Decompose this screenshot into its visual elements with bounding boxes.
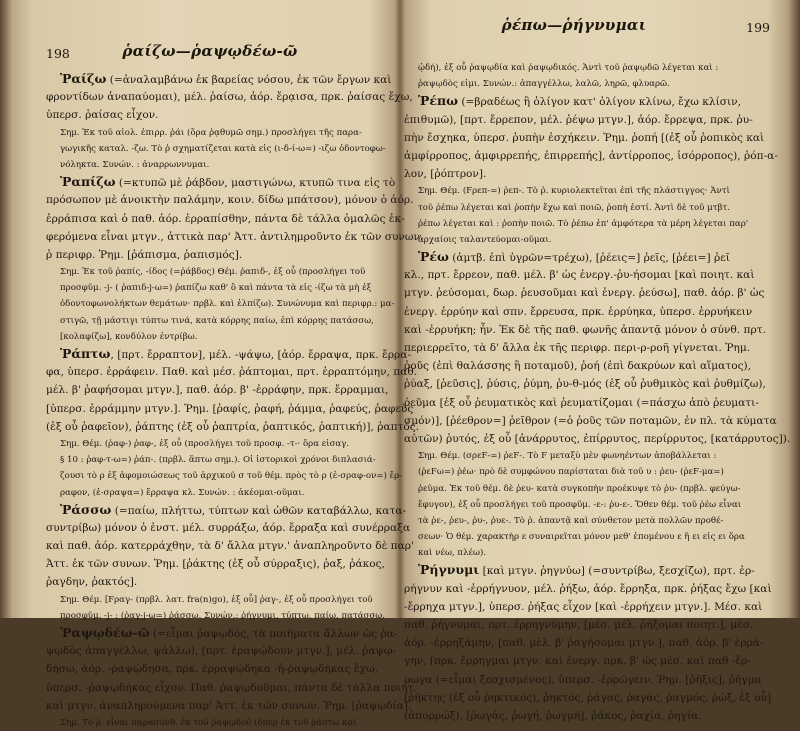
note-line: καὶ νέω, πλέω). [418,548,487,559]
note-line: Σημ. Θέμ. (σρεϜ-=) ῥεϜ-. Τὸ Ϝ μεταξὺ μὲν φωνηέντων ἀποβάλλεται : [418,451,717,462]
text-line: αὐτῶν) ῥυτός, ἐξ οὗ [ἀνάρρυτος, ἐπίρρυτος, περίρρυτος, [κατάρρυτος]). [404,432,791,445]
page-number: 198 [46,46,70,61]
text-line: γην, [πρκ. ἔρρηγμαι μτγν. καὶ ἐνεργ. πρκ. β' ὡς μέσ. καὶ παθ -ἔρ- [404,655,751,668]
text-line: ῥ περιφρ. Ῥημ. [ῥάπισμα, ῥαπισμός]. [46,248,243,261]
text-line: πὴν ἔσχηκα, ὑπερσ. ῥυπὴν ἐσχήκειν. Ῥημ. ῥοπή [(ἐξ οὗ ῥοπικὸς καὶ [404,131,765,144]
entry-lemma: Ῥαπίζω [60,174,116,190]
text-line: λον, [ῥόπτρον]. [404,168,487,181]
note-line: ᾠδή), ἐξ οὗ ῥαψῳδία καὶ ῥαψῳδικός. Ἀντὶ τοῦ ῥαψῳδῶ λέγεται καὶ : [418,63,719,73]
text-line: φροντίδων ἀναπαύομαι), μέλ. ῥαίσω, ἀόρ. ἔρᾳισα, πρκ. ῥαίσας ἔχω, [46,91,413,104]
entry-line: Ῥαπίζω (=κτυπῶ μὲ ῥάβδον, μαστιγώνω, κτυπῶ τινα εἰς τὸ [60,174,396,190]
text-line: καὶ -ἐρρυήκη; ἦν. Ἐκ δὲ τῆς παθ. φωνῆς ἀπαντᾷ μόνον ὁ σύνθ. πρτ. [404,323,766,336]
text-line: ῥεῦμα [ἐξ οὗ ῥευματικὸς καὶ ῥευματίζομαι (=πάσχω ἀπὸ ῥευματι- [404,396,759,409]
text-line: ῥαγδην, ῥακτός]. [46,576,138,589]
note-line: ῥεῦμα. Ἐκ τοῦ θέμ. δὲ ῥευ- κατὰ συγκοπὴν προέκυψε τὸ ῥυ- (πρβλ. φεύγω- [418,483,741,494]
note-line: ζουσι τὸ ρ ἐξ ἀφομοιώσεως τοῦ ἀρχικοῦ σ τοῦ θέμ. πρὸς τὸ ρ (ἐ-σραφ-ον=) ἔρ- [60,471,403,482]
entry-lemma: Ῥάσσω [60,501,112,517]
right-page [404,0,791,722]
right-page-text [404,60,791,725]
text-line: ἐνεργ. ἐρρύην καὶ σπν. ἔρρευσα, πρκ. ἐρρύηκα, ὑπερσ. ἐρρυήκειν [404,305,753,318]
text-line: ἀμφίρροπος, ἀμφιρρεπής, ἐπιρρεπής], ἀντίρροπος, ἰσόρροπος), ῥόπ-α- [404,149,778,162]
entry-line: Ῥήγνυμι [καὶ μτγν. ῥηγνύω] (=συντρίβω, ξεσχίζω), πρτ. ἐρ- [418,562,755,578]
text-line: ῥοῦς (ἐπὶ θαλάσσης ἢ ποταμοῦ), ῥοή (ἐπὶ δακρύων καὶ αἵματος), [404,360,752,373]
text-line: καὶ παθ. ἀόρ. κατερράχθην, τὰ δ' ἄλλα μτγν.' ἀναπληροῦντο δὲ παρ' [46,540,414,553]
entry-lemma: Ῥήγνυμι [418,562,480,578]
entry-lemma: Ῥέπω [418,93,459,109]
text-line: ῥύαξ, [ῥεῦσις], ῥύσις, ῥύμη, ῥυ-θ-μός (ἐξ οὗ ῥυθμικὸς καὶ ῥυθμίζω), [404,378,766,391]
note-line: ἀρχαίοις ταλαντεύομαι-οῦμαι. [418,234,552,245]
note-line: Σημ. Θέμ. [Ϝραγ- (πρβλ. λατ. fra(n)go), ἐξ οὗ] ῥαγ-, ἐξ οὗ προσλήγει τοῦ [60,594,373,605]
text-line: καὶ μτγν. ἀναπληρούμενα παρ' Ἀττ. ἐκ τῶν συνων. Ῥημ. [ῥαψῳδία]. [46,699,412,712]
text-line: ψῳδὸς ἀπαγγέλλω, ψάλλω), [πρτ. ἐραψῴδουν μτγν.], μέλ. ῥαψῳ- [46,645,397,658]
left-page-header [40,42,380,62]
text-line: (ἀπορρώξ), [ῥωγάς, ῥωγή, ῥωγμή], ῥάκος, ῥαχία, ῥηγία. [404,709,702,722]
note-line: Σημ. Ἐκ τοῦ αἰολ. ἐπιρρ. ῥάι (ὅρα ῥᾳθυμῶ σημ.) προσλήγει τῆς παρα- [60,127,362,138]
text-line: ἐπιθυμῶ), [πρτ. ἔρρεπον, μέλ. ῥέψω μτγν.], ἀόρ. ἔρρεψα, πρκ. ῥυ- [404,113,753,126]
note-line: [κολαφίζω], κονδύλον ἐντρίβω. [60,331,198,342]
left-page [40,0,424,728]
text-line: ὑπερσ. ῥαίσας εἶχον. [46,109,159,122]
text-line: ρωγα (=εἶμαι ξεσχισμένος), ὑπερσ. -ἐρρώγειν. Ῥημ. [ῥῆξις], ῥῆγμα [404,673,762,686]
note-line: τοῦ ῥέπω λέγεται καὶ ῥοπὴν ἔχω καὶ ποιῶ, ῥοπὴ ἐστί. Ἀντὶ δὲ τοῦ μτβτ. [418,202,730,213]
note-line: Σημ. Ἐκ τοῦ ῥαπίς, -ίδος (=ῥάβδος) Θέμ. ῥαπιδ-, ἐξ οὗ (προσλήγει τοῦ [60,267,366,278]
text-line: φερόμενα εἶναι μτγν., ἀττικὰ παρ' Ἀττ. ἀντιλημροῦντο ἐκ τῶν συνων. [46,230,424,243]
entry-line: Ῥαψῳδέω-ῶ (=εἶμαι ῥαψῳδός, τὰ ποιήματα ἄλλων ὡς ῥα- [60,625,398,640]
running-head: ῥαίζω—ῥαψῳδέω-ῶ [122,42,298,60]
right-page-header [404,16,770,36]
text-line: φα, ὑπερσ. ἐρράφειν. Παθ. καὶ μέσ. ῥάπτομαι, πρτ. ἐρραπτόμην, παθ. [46,366,418,379]
note-line: προσφῦμ. -j- ( ῥαπιδ-j-ω=) ῥαπίζω καθ' ὃ καὶ πάντα τὰ εἰς -ίζω τὰ μὴ ἐξ [60,283,372,294]
note-line: ραφον, (ἐ-σραψα=) ἔρραψα κλ. Συνών. : ἀκέομαι-οῦμαι. [60,487,305,498]
text-line: περιερρεῖτο, τὰ δ' ἄλλα ἐκ τῆς περιφρ. περι-ρ-ροῆ γίγνεται. Ῥημ. [404,342,751,354]
text-line: μτγν. ῥεύσομαι, δωρ. ῥευσοῦμαι καὶ ἐνεργ. ῥεύσω], παθ. ἀόρ. β' ὡς [404,287,765,300]
text-line: [ὑπερσ. ἐρράμμην μτγν.]. Ῥημ. [ῥαφίς, ῥαφή, ῥάμμα, ῥαφεύς, ῥαφεὺς [46,402,414,415]
text-line: κλ., πρτ. ἔρρεον, παθ. μέλ. β' ὡς ἐνεργ.-ῥυ-ήσομαι [καὶ ποιητ. καὶ [404,269,755,282]
entry-line: Ῥέω (ἀμτβ. ἐπὶ ὑγρῶν=τρέχω), [ῥέεις=] ῥεῖς, [ῥέει=] ῥεῖ [418,249,730,265]
note-line: ἔφυγον), ἐξ οὗ προσλήγει τοῦ προσφῦμ. -ε-: ῥυ-ε-. Ὅθεν θέμ. τοῦ ῥέω εἶναι [418,499,742,510]
text-line: (ἐξ οὗ ῥαφεῖον), ῥάπτης (ἐξ οὗ ῥαπτρία, ῥαπτικός, ῥαπτική)], ῥαπτός. [46,420,420,433]
note-line: Σημ. Θέμ. (ῥαφ-) ῥαφ-, ἐξ οὗ (προσλήγει τοῦ προσφ. -τ-· ὅρα εἰσαγ. [60,438,350,449]
text-line: ὑπερσ. -ῥαψῳδήκας εἶχον. Παθ. ῥαψῳδοῦμαι, πάντα δὲ τάλλα ποιητ. [46,681,417,694]
entry-line: Ῥέπω (=βραδέως ἢ ὀλίγον κατ' ὀλίγον κλίνω, ἔχω κλίσιν, [418,93,741,109]
text-line: δήσω, ἀόρ. -ῥαψῴδησα, πρκ. ἐρραψῴδηκα -ἡ-ῥαψῳδήκας ἔχω, [46,663,378,676]
note-line: γωγικῆς καταλ. -ζω. Τὸ ῥ σχηματίζεται κατὰ εἰς (ι-δ-ί-ω=) -ιζω ὀδοντοφω- [60,143,386,154]
note-line: προσφῦμ. -j- : (ῥαγ-j-ω=) ῥάσσω. Συνών.: ῥήγνυμι, τύπτω, παίω, πατάσσω. [60,610,385,621]
entry-line: Ῥάσσω (=παίω, πλήττω, τύπτων καὶ ὠθῶν καταβάλλω, κατα- [60,501,407,517]
text-line: ἐρράπισα καὶ ὁ παθ. ἀόρ. ἐρραπίσθην, πάντα δὲ τάλλα ὁμαλῶς ἐκ- [46,212,405,225]
note-line: σεων· Ὁ θέμ. χαρακτὴρ ε συναιρεῖται μόνον μεθ' ἑπομένου ε ἢ ει εἰς ει ὅρα [418,532,745,543]
text-line: -ἔρρηχα μτγν.], ὑπερσ. ῥήξας εἶχον [καὶ -ἐρρήχειν μτγν.]. Μέσ. καὶ [404,600,763,613]
running-head: ῥέπω—ῥήγνυμαι [501,16,647,34]
text-line: μέλ. β' ῥαφήσομαι μτγν.], παθ. ἀόρ. β' -ἐρράφην, πρκ. ἔρραμμαι, [46,384,389,397]
text-line: σμόν)], [ῥέεθρον=] ῥεῖθρον (=ὁ ῥοῦς τῶν ποταμῶν, ἐν πλ. τὰ κύματα [404,414,777,427]
entry-line: Ῥάπτω, [πρτ. ἔρραπτον], μέλ. -ψάψω, [ἀόρ. ἔρραψα, πρκ. ἔρρα- [60,346,412,361]
text-line: ἀόρ. -ἐρρηξάμην, [παθ. μέλ. β' ῥαγήσομαι μτγν.], παθ. ἀόρ. β' ἐρρά- [404,637,764,650]
note-line: Σημ. Θέμ. (Ϝρεπ-=) ῥεπ-. Τὸ ῥ. κυριολεκτεῖται ἐπὶ τῆς πλάστιγγος· Ἀντὶ [418,186,730,197]
note-line: νόληκτα. Συνών. : ἀναρρωννυμαι. [60,159,210,170]
note-line: τὰ ῥε-, ῥευ-, ῥυ-, ῥυε-. Τὸ ῥ. ἀπαντᾷ καὶ σύνθετον μετὰ πολλῶν προθέ- [418,515,724,526]
text-line: πρόσωπον μὲ ἀνοικτὴν παλάμην, κοιν. δίδω μπάτσον), μόνον ὁ ἀόρ. [46,194,414,207]
left-page-text [46,70,424,731]
text-line: παθ. ῥήγνυμαι, πρτ. ἐρρηγνύμην, [μέσ. μέλ. ῥήξομαι ποιητ.], μέσ. [404,619,754,631]
text-line: συντρίβω) μόνον ὁ ἐνστ. μέλ. συρράξω, ἀόρ. ἔρραξα καὶ συνέρραξα [46,521,411,534]
note-line: § 10 : ῥαφ-τ-ω=) ῥάπ-. (πρβλ. ἅπτω σημ.). Οἱ ἱστορικοὶ χρόνοι διπλασιά- [60,455,376,466]
note-line: στιγῶ, τῇ μάστιγι τύπτω τινά, κατὰ κόρρης παίω, ἐπὶ κόρρης πατάσσω, [60,315,374,326]
note-line: (ῥεϜω=) ῥέω· πρὸ δὲ συμφώνου παρίσταται διὰ τοῦ υ : ῥευ- (ῥεϜ-μα=) [418,467,724,478]
entry-lemma: Ῥάπτω [60,346,111,361]
text-line: [ῥήκτης (ἐξ οὗ ῥηκτικός), ῥηκτός, ῥάγας, ῥαγάς, ῥαγμός, ῥώξ, ἐξ οὗ] [404,691,772,704]
entry-lemma: Ῥαψῳδέω-ῶ [60,625,150,640]
note-line: ῥαψῳδὸς εἰμι. Συνών.: ἀπαγγέλλω, λαλῶ, ληρῶ, φλυαρῶ. [418,79,670,90]
text-line: ρήγνυν καὶ -ἐρρήγνυον, μέλ. ῥήξω, ἀόρ. ἔρρηξα, πρκ. ῥήξας ἔχω [καὶ [404,582,772,595]
note-line: Σημ. Τὸ ῥ. εἶναι παρασύνθ. ἐκ τοῦ ῥαψῳδοῦ (ὅπερ ἐκ τοῦ ῥάπτω καὶ [60,717,357,728]
note-line: ῥέπω λέγεται καὶ : ῥοπὴν ποιῶ. Τὸ ῥέπω ἐπ' ἀμφότερα τὰ μέρη λέγεται παρ' [418,218,749,229]
text-line: Ἀττ. ἐκ τῶν συνων. Ῥημ. [ῥάκτης (ἐξ οὗ σύρραξις), ῥαξ, ῥάκος, [46,558,385,571]
entry-lemma: Ῥαίζω [60,71,107,86]
note-line: ὀδοντοφωνολήκτων θεμάτων· πρβλ. καὶ ἐλπίζω). Συνώνυμα καὶ περιφρ.: μα- [60,299,395,310]
page-number: 199 [746,20,770,35]
entry-line: Ῥαίζω (=ἀναλαμβάνω ἐκ βαρείας νόσου, ἐκ τῶν ἔργων καὶ [60,71,392,86]
entry-lemma: Ῥέω [418,249,449,265]
